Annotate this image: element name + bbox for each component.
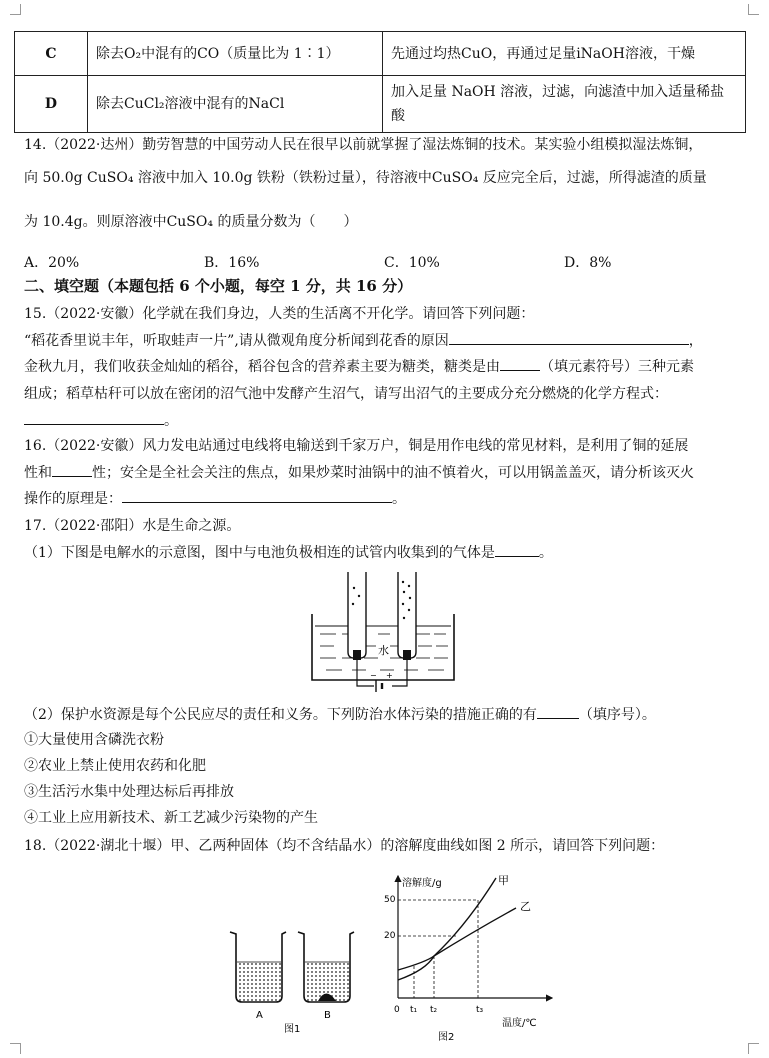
guide-lines <box>398 900 478 998</box>
q16-line1: 16.（2022·安徽）风力发电站通过电线将电输送到千家万户，铜是用作电线的常见材料，是利用了铜的延展 <box>24 438 689 454</box>
curve-yi <box>398 908 516 970</box>
q17-line1: 17.（2022·邵阳）水是生命之源。 <box>24 518 241 534</box>
choice-b: B．16% <box>204 255 260 271</box>
x-tick-label: t₂ <box>430 1005 438 1015</box>
electrolysis-diagram <box>306 568 460 692</box>
curve-yi-label: 乙 <box>520 900 531 913</box>
q17-line2: （1）下图是电解水的示意图，图中与电池负极相连的试管内收集到的气体是 。 <box>24 542 747 563</box>
q17-option: ①大量使用含磷洗衣粉 <box>24 732 164 748</box>
q15-text: （填元素符号）三种元素 <box>540 359 694 375</box>
section-title: 二、填空题（本题包括 6 个小题，每空 1 分，共 16 分） <box>24 277 413 295</box>
page-corner-mark <box>748 4 759 15</box>
row-method: 先通过均热CuO，再通过足量iNaOH溶液，干燥 <box>383 32 746 76</box>
x-tick-label: t₁ <box>410 1005 418 1015</box>
q17-text: （2）保护水资源是每个公民应尽的责任和义务。下列防治水体污染的措施正确的有 <box>24 707 537 723</box>
answer-blank[interactable] <box>449 330 689 345</box>
q15-line4: 组成；稻草枯秆可以放在密闭的沼气池中发酵产生沼气，请写出沼气的主要成分充分燃烧的化学方程式： <box>24 386 668 402</box>
x-axis-label: 温度/℃ <box>502 1018 537 1029</box>
answer-blank[interactable] <box>122 488 392 503</box>
y-axis-label: 溶解度/g <box>402 878 442 889</box>
row-key: C <box>15 32 88 76</box>
q15-line3 <box>24 356 747 377</box>
q14-line3: 为 10.4g。则原溶液中CuSO₄ 的质量分数为（ ） <box>24 214 358 230</box>
row-key: D <box>15 76 88 133</box>
curve-jia-label: 甲 <box>498 874 509 887</box>
q17-line3 <box>24 704 747 725</box>
beaker-a-label: A <box>256 1010 263 1021</box>
row-method-line: 加入足量 NaOH 溶液，过滤，向滤渣中加入适量稀盐 <box>391 84 725 100</box>
curve-jia <box>398 878 496 980</box>
electrode-right <box>403 650 411 660</box>
choice-c: C．10% <box>384 255 440 271</box>
q15-line1: 15.（2022·安徽）化学就在我们身边，人类的生活离不开化学。请回答下列问题： <box>24 306 535 322</box>
x-tick-label: t₃ <box>476 1005 484 1015</box>
q16-line3: 操作的原理是： 。 <box>24 488 747 509</box>
answer-blank[interactable] <box>500 356 540 371</box>
q17-option: ④工业上应用新技术、新工艺减少污染物的产生 <box>24 810 318 826</box>
q15-text: 金秋九月，我们收获金灿灿的稻谷，稻谷包含的营养素主要为糖类，糖类是由 <box>24 359 500 375</box>
q17-option: ③生活污水集中处理达标后再排放 <box>24 784 234 800</box>
page-corner-mark <box>10 4 21 15</box>
beaker-b-label: B <box>324 1010 331 1021</box>
answer-blank[interactable] <box>52 462 92 477</box>
q15-line5: 。 <box>24 410 747 431</box>
y-tick-label: 20 <box>384 931 396 941</box>
choice-d: D．8% <box>564 255 612 271</box>
q14-line1: 14.（2022·达州）勤劳智慧的中国劳动人民在很早以前就掌握了湿法炼铜的技术。某实验小组模拟湿法炼铜， <box>24 137 703 153</box>
page-corner-mark <box>748 1043 759 1054</box>
row-purpose: 除去O₂中混有的CO（质量比为 1∶1） <box>88 32 383 76</box>
q16-text: 性和 <box>24 465 52 481</box>
test-tube-right <box>398 572 416 658</box>
options-table <box>14 31 746 133</box>
q17-option: ②农业上禁止使用农药和化肥 <box>24 758 206 774</box>
beakers-figure <box>222 926 372 1036</box>
q14-line2: 向 50.0g CuSO₄ 溶液中加入 10.0g 铁粉（铁粉过量），待溶液中CuSO₄ 反应完全后，过滤，所得滤渣的质量 <box>24 170 707 186</box>
page-corner-mark <box>10 1043 21 1054</box>
solution-a <box>237 962 281 1001</box>
q16-line2 <box>24 462 747 483</box>
answer-blank[interactable] <box>24 410 164 425</box>
choice-a: A．20% <box>24 255 80 271</box>
q15-text: “稻花香里说丰年，听取蛙声一片”,请从微观角度分析闻到花香的原因 <box>24 333 449 349</box>
solubility-chart <box>386 870 566 1042</box>
figure-2-label: 图2 <box>438 1032 455 1043</box>
figure-1-label: 图1 <box>284 1024 301 1035</box>
q15-line2: “稻花香里说丰年，听取蛙声一片”,请从微观角度分析闻到花香的原因 ， <box>24 330 747 351</box>
test-tube-left <box>348 572 366 658</box>
table-row <box>15 32 746 76</box>
table-row <box>15 76 746 133</box>
answer-blank[interactable] <box>537 704 579 719</box>
q16-text: 性；安全是全社会关注的焦点，如果炒菜时油锅中的油不慎着火，可以用锅盖盖灭，请分析该灭火 <box>92 465 694 481</box>
row-method <box>383 76 746 133</box>
q17-text: （1）下图是电解水的示意图，图中与电池负极相连的试管内收集到的气体是 <box>24 545 495 561</box>
water-label: 水 <box>378 644 389 657</box>
origin-label: 0 <box>394 1005 400 1015</box>
answer-blank[interactable] <box>495 542 539 557</box>
q17-text: （填序号）。 <box>578 707 656 723</box>
q18-line1: 18.（2022·湖北十堰）甲、乙两种固体（均不含结晶水）的溶解度曲线如图 2 所示，请回答下列问题： <box>24 838 665 854</box>
row-purpose: 除去CuCl₂溶液中混有的NaCl <box>88 76 383 133</box>
wire-right <box>392 660 407 686</box>
row-method-line: 酸 <box>391 108 405 124</box>
q16-text: 操作的原理是： <box>24 491 122 507</box>
electrode-left <box>353 650 361 660</box>
minus-sign: − <box>370 671 377 680</box>
plus-sign: + <box>386 671 393 680</box>
y-tick-label: 50 <box>384 895 396 905</box>
